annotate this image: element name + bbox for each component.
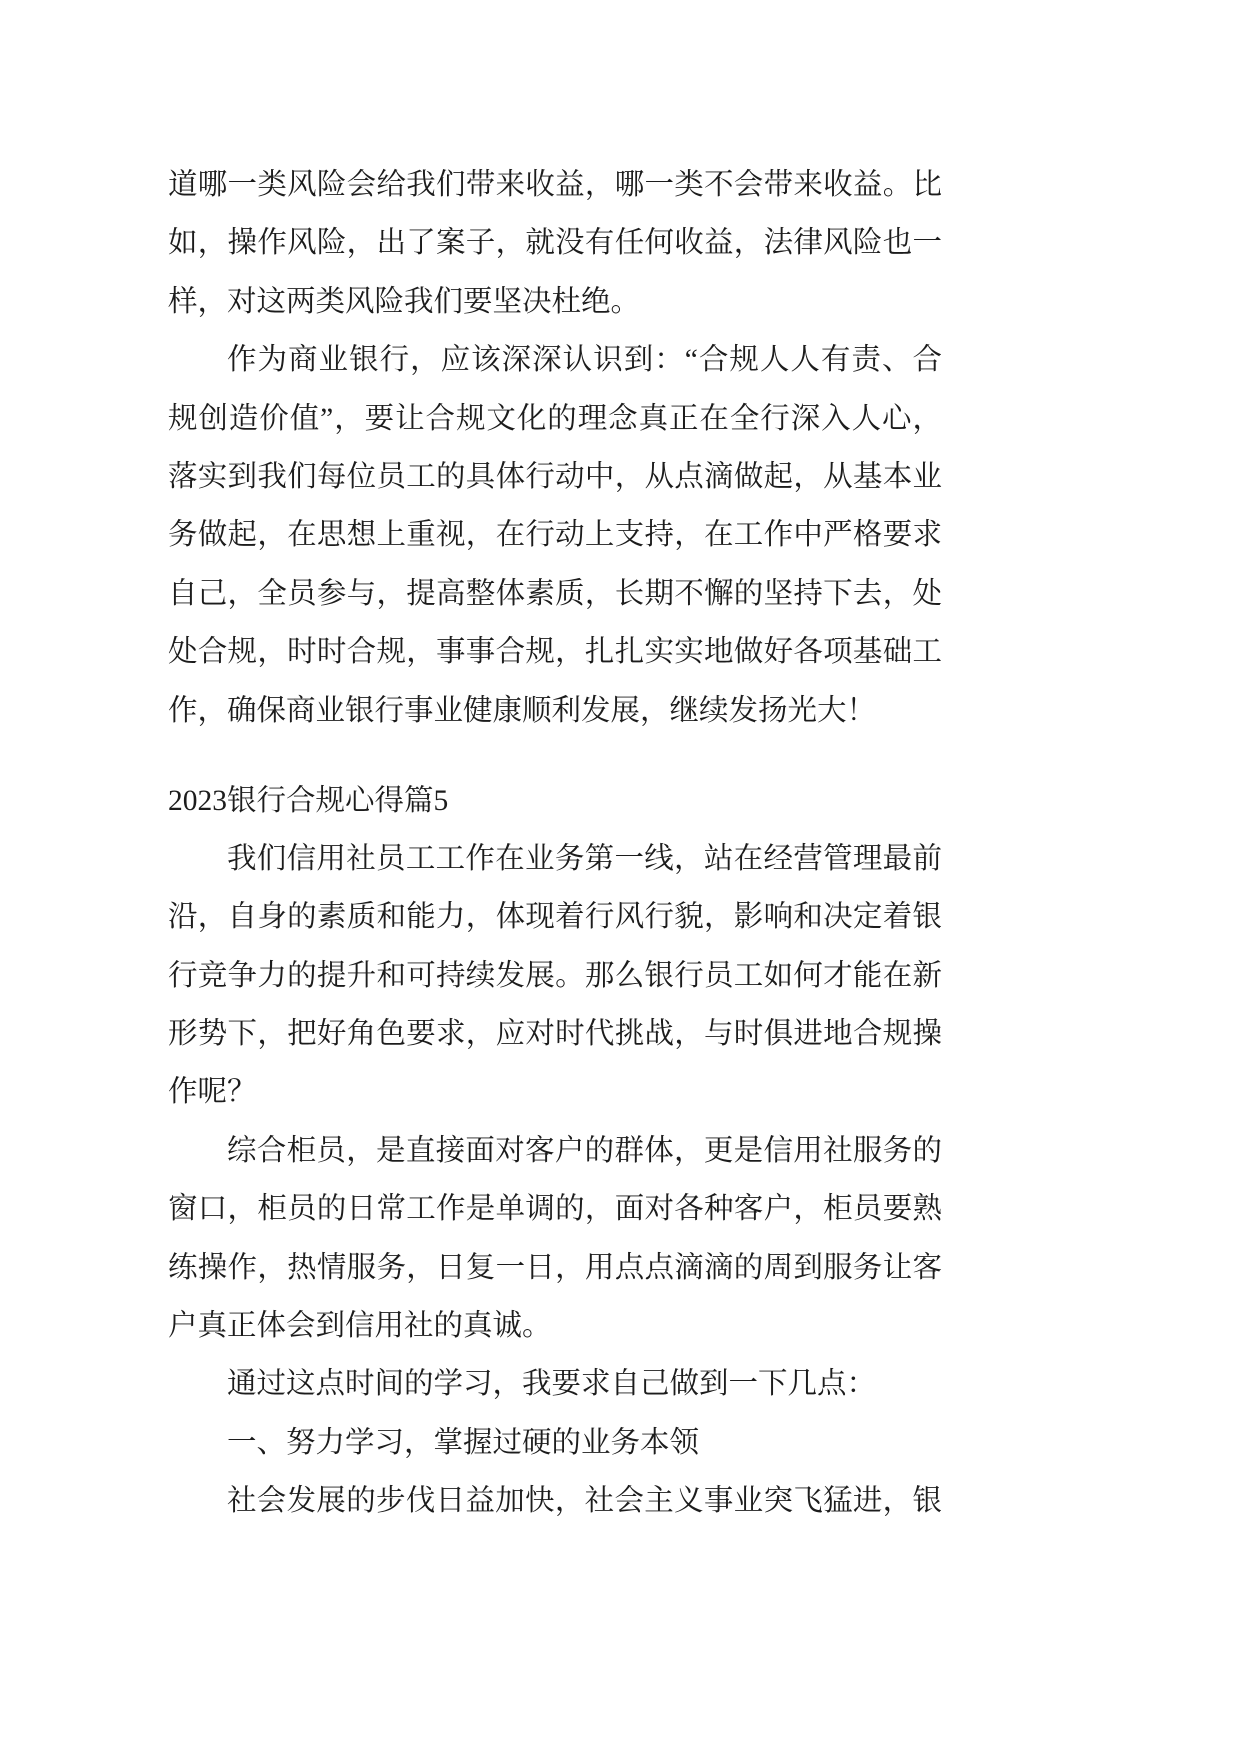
text-line: 规创造价值”，要让合规文化的理念真正在全行深入人心， — [168, 402, 942, 435]
text-line: 务做起，在思想上重视，在行动上支持，在工作中严格要求 — [168, 519, 942, 552]
text-line: 一、努力学习，掌握过硬的业务本领 — [227, 1426, 700, 1459]
text-line: 落实到我们每位员工的具体行动中，从点滴做起，从基本业 — [168, 460, 942, 493]
text-line: 作呢？ — [168, 1076, 257, 1109]
text-line: 窗口，柜员的日常工作是单调的，面对各种客户，柜员要熟 — [168, 1193, 942, 1226]
text-line: 如，操作风险，出了案子，就没有任何收益，法律风险也一 — [168, 227, 942, 260]
section-heading: 2023银行合规心得篇5 — [168, 784, 449, 817]
paragraph — [168, 830, 942, 1122]
text-line: 练操作，热情服务，日复一日，用点点滴滴的周到服务让客 — [168, 1251, 942, 1284]
text-body — [168, 156, 942, 1531]
text-line: 户真正体会到信用社的真诚。 — [168, 1310, 552, 1343]
text-line: 作为商业银行，应该深深认识到：“合规人人有责、合 — [227, 344, 942, 377]
paragraph — [168, 156, 942, 331]
text-line: 我们信用社员工工作在业务第一线，站在经营管理最前 — [227, 842, 942, 875]
text-line: 样，对这两类风险我们要坚决杜绝。 — [168, 285, 641, 318]
text-line: 通过这点时间的学习，我要求自己做到一下几点： — [227, 1368, 877, 1401]
text-line: 综合柜员，是直接面对客户的群体，更是信用社服务的 — [227, 1134, 942, 1167]
text-line: 沿，自身的素质和能力，体现着行风行貌，影响和决定着银 — [168, 901, 942, 934]
paragraph — [168, 1355, 942, 1413]
text-line: 自己，全员参与，提高整体素质，长期不懈的坚持下去，处 — [168, 577, 942, 610]
paragraph — [168, 1122, 942, 1356]
paragraph — [168, 331, 942, 740]
text-line: 形势下，把好角色要求，应对时代挑战，与时俱进地合规操 — [168, 1018, 942, 1051]
text-line: 道哪一类风险会给我们带来收益，哪一类不会带来收益。比 — [168, 169, 942, 201]
text-line: 作，确保商业银行事业健康顺利发展，继续发扬光大！ — [168, 694, 877, 727]
text-line: 社会发展的步伐日益加快，社会主义事业突飞猛进，银 — [227, 1485, 942, 1518]
text-line: 处合规，时时合规，事事合规，扎扎实实地做好各项基础工 — [168, 636, 942, 669]
list-point-heading — [168, 1414, 942, 1472]
text-line: 行竞争力的提升和可持续发展。那么银行员工如何才能在新 — [168, 959, 942, 992]
paragraph — [168, 1472, 942, 1530]
